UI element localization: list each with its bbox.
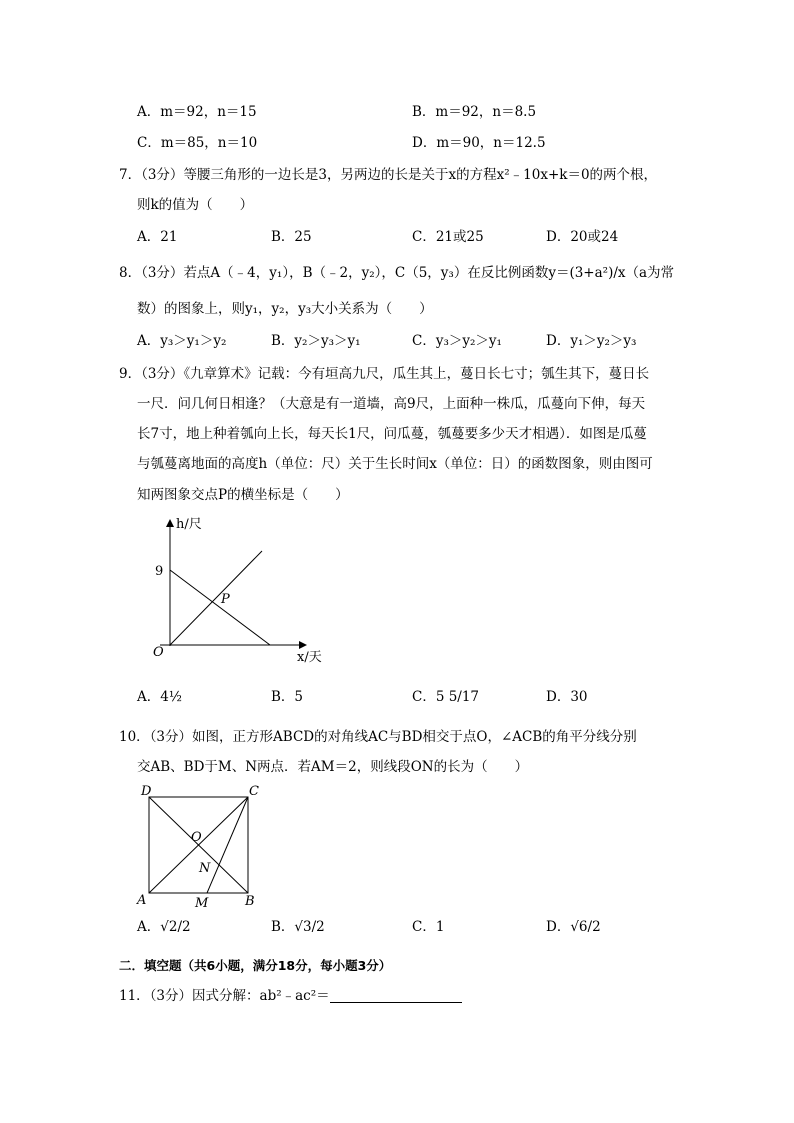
q8-option-a[interactable]: A．y₃＞y₁＞y₂	[137, 333, 227, 349]
label-b: B	[245, 894, 255, 909]
x-axis-label: x/天	[297, 650, 322, 665]
q7-option-b[interactable]: B．25	[271, 229, 312, 245]
y-tick-label: 9	[155, 564, 164, 579]
answer-blank[interactable]	[330, 988, 462, 1003]
q8-option-b[interactable]: B．y₂＞y₃＞y₁	[271, 333, 361, 349]
question-score: （3分）	[149, 988, 193, 1004]
q8-option-d[interactable]: D．y₁＞y₂＞y₃	[546, 333, 637, 349]
q6-option-d[interactable]: D．m＝90，n＝12.5	[412, 135, 546, 151]
q10-option-d[interactable]: D．√6/2	[546, 919, 601, 935]
q7-option-a[interactable]: A．21	[137, 229, 178, 245]
q7-stem-line2: 则k的值为（ ）	[137, 197, 254, 213]
q9-text: 《九章算术》记载：今有垣高九尺，瓜生其上，蔓日长七寸；瓠生其下，蔓日长	[183, 366, 650, 382]
question-number: 11．	[119, 988, 150, 1004]
q9-stem-line3: 长7寸，地上种着瓠向上长，每天长1尺，问瓜蔓，瓠蔓要多少天才相遇）．如图是瓜蔓	[137, 426, 647, 442]
q9-option-a[interactable]: A．4½	[137, 689, 182, 705]
q8-text: 若点A（﹣4，y₁），B（﹣2，y₂），C（5，y₃）在反比例函数y＝(3+a²)/x（a为常	[183, 265, 675, 281]
question-number: 10．	[119, 729, 150, 745]
q9-stem-line4: 与瓠蔓离地面的高度h（单位：尺）关于生长时间x（单位：日）的函数图象，则由图可	[137, 456, 653, 472]
bisector-cm	[207, 797, 248, 893]
q6-option-c[interactable]: C．m＝85，n＝10	[137, 135, 258, 151]
q8-option-c[interactable]: C．y₃＞y₂＞y₁	[412, 333, 502, 349]
question-number: 9．	[119, 366, 142, 382]
q10-text: 如图，正方形ABCD的对角线AC与BD相交于点O，∠ACB的角平分线分别	[192, 729, 637, 745]
question-number: 8．	[119, 265, 142, 281]
q6-option-b[interactable]: B．m＝92，n＝8.5	[412, 104, 537, 120]
q10-option-a[interactable]: A．√2/2	[137, 919, 191, 935]
q10-stem-line2: 交AB、BD于M、N两点．若AM＝2，则线段ON的长为（ ）	[137, 759, 529, 775]
question-score: （3分）	[141, 167, 184, 183]
origin-label: O	[153, 645, 164, 660]
label-d: D	[141, 784, 152, 799]
q9-option-b[interactable]: B．5	[271, 689, 304, 705]
q7-text: 等腰三角形的一边长是3，另两边的长是关于x的方程x²﹣10x+k＝0的两个根，	[183, 167, 658, 183]
q7-option-d[interactable]: D．20或24	[546, 229, 619, 245]
q7-option-c[interactable]: C．21或25	[412, 229, 484, 245]
point-p-label: P	[221, 592, 230, 607]
q9-stem-line5: 知两图象交点P的横坐标是（ ）	[137, 487, 349, 503]
y-axis-label: h/尺	[176, 517, 202, 532]
q9-stem-line2: 一尺．问几何日相逢？（大意是有一道墙，高9尺，上面种一株瓜，瓜蔓向下伸，每天	[137, 396, 646, 412]
label-m: M	[195, 896, 209, 911]
label-a: A	[137, 893, 147, 908]
q8-stem-line2: 数）的图象上，则y₁，y₂，y₃大小关系为（ ）	[137, 301, 433, 317]
q11-stem	[119, 987, 462, 1005]
question-score: （3分）	[149, 729, 193, 745]
q10-option-b[interactable]: B．√3/2	[271, 919, 325, 935]
label-o: O	[191, 830, 202, 845]
section-heading: 二．填空题（共6小题，满分18分，每小题3分）	[119, 958, 392, 973]
question-score: （3分）	[141, 265, 184, 281]
label-n: N	[199, 861, 211, 876]
question-number: 7．	[119, 167, 142, 183]
q10-option-c[interactable]: C．1	[412, 919, 445, 935]
question-score: （3分）	[141, 366, 184, 382]
label-c: C	[249, 784, 259, 799]
q9-option-d[interactable]: D．30	[546, 689, 588, 705]
q6-option-a[interactable]: A．m＝92，n＝15	[137, 104, 257, 120]
q9-option-c[interactable]: C．5 5/17	[412, 689, 480, 705]
q11-text: 因式分解：ab²﹣ac²＝	[192, 988, 330, 1004]
